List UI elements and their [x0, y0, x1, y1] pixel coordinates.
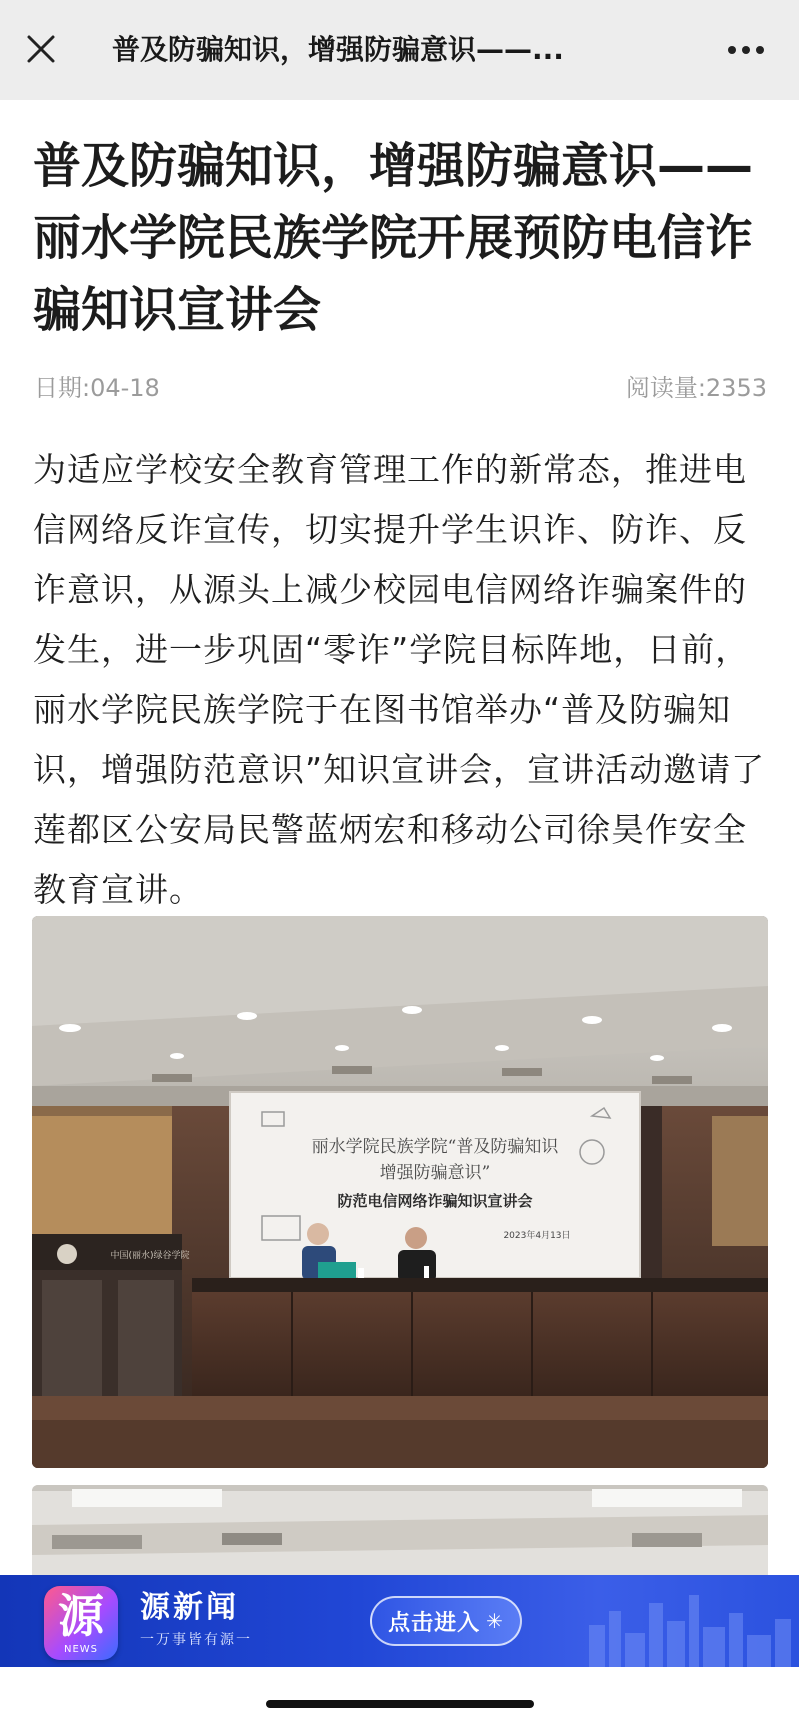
app-logo [44, 1586, 118, 1660]
sparkle-icon: ✳ [486, 1609, 504, 1633]
top-bar [0, 0, 799, 100]
app-logo-glyph: 源 [58, 1589, 104, 1643]
close-icon [26, 34, 56, 64]
nav-title: 普及防骗知识，增强防骗意识——... [112, 33, 564, 66]
article-read-count: 阅读量:2353 [625, 374, 767, 402]
screen-title-line1: 丽水学院民族学院“普及防骗知识 [311, 1137, 559, 1157]
home-indicator[interactable] [266, 1700, 534, 1708]
enter-app-label: 点击进入 [388, 1610, 481, 1636]
more-options-button[interactable] [718, 30, 774, 70]
more-dots-icon [728, 46, 764, 54]
article-date: 日期:04-18 [34, 374, 160, 402]
app-logo-tag: NEWS [63, 1644, 99, 1655]
article-body: 为适应学校安全教育管理工作的新常态，推进电信网络反诈宣传，切实提升学生识诈、防诈、反诈意识，从源头上减少校园电信网络诈骗案件的发生，进一步巩固“零诈”学院目标阵地，日前，丽水学院民族学院于在图书馆举办“普及防骗知识，增强防范意识”知识宣讲会，宣讲活动邀请了莲都区公安局民警蓝炳宏和移动公司徐昊作安全教育宣讲。 [33, 450, 766, 909]
event-photo[interactable] [32, 916, 768, 1468]
app-slogan: 一万事皆有源一 [140, 1632, 252, 1648]
city-skyline-icon [579, 1575, 799, 1667]
enter-app-button[interactable] [370, 1596, 522, 1646]
lecture-hall-illustration [32, 916, 768, 1468]
screen-subtitle: 防范电信网络诈骗知识宣讲会 [337, 1192, 533, 1210]
close-button[interactable] [18, 26, 64, 72]
event-photo-2[interactable] [32, 1485, 768, 1575]
podium-sign: 中国(丽水)绿谷学院 [110, 1251, 190, 1261]
screen-title-line2: 增强防骗意识” [379, 1163, 491, 1183]
article-headline: 普及防骗知识，增强防骗意识——丽水学院民族学院开展预防电信诈骗知识宣讲会 [33, 138, 754, 338]
lecture-hall-ceiling-illustration [32, 1485, 768, 1575]
article [0, 100, 799, 1575]
screen-date: 2023年4月13日 [503, 1231, 571, 1241]
app-name: 源新闻 [140, 1590, 239, 1625]
app-promo-banner[interactable] [0, 1575, 799, 1667]
